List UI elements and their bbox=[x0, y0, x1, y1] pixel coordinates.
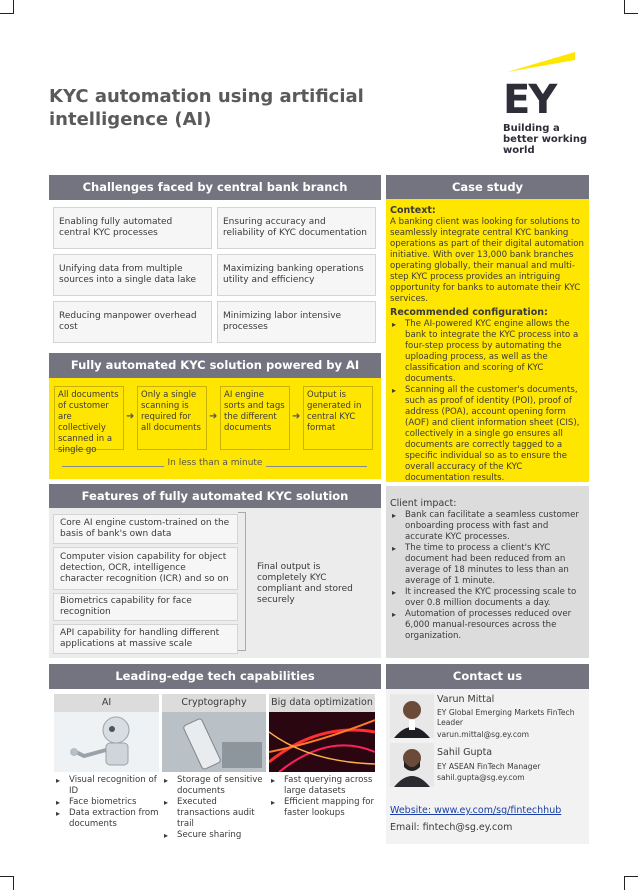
config-label: Recommended configuration: bbox=[390, 307, 548, 318]
solution-header: Fully automated KYC solution powered by AI bbox=[49, 353, 381, 378]
case-study-header: Case study bbox=[386, 175, 589, 200]
challenge-item: Maximizing banking operations utility and efficiency bbox=[217, 254, 376, 296]
big-data-list bbox=[269, 775, 375, 819]
tech-column-title: Big data optimization bbox=[269, 694, 375, 712]
feature-bracket bbox=[238, 512, 246, 651]
features-header: Features of fully automated KYC solution bbox=[49, 484, 381, 509]
list-item: ▸ Automation of processes reduced over 6,000 manual-resources across the organization. bbox=[390, 609, 585, 642]
list-item: ▸ Secure sharing bbox=[162, 830, 266, 841]
person-photo-icon bbox=[390, 694, 434, 738]
tech-column-title: AI bbox=[54, 694, 159, 712]
cryptography-list bbox=[162, 775, 266, 841]
list-item: ▸ Scanning all the customer's documents, such as proof of identity (POI), proof of address (POA), account opening form (AOF) and client information sheet (CIS), collectively in a single go ensures all documents are correctly tagged to a specific individual so as to ensure the overall accuracy of the KYC documentation results. bbox=[390, 385, 585, 484]
impact-label: Client impact: bbox=[390, 498, 457, 509]
context-label: Context: bbox=[390, 205, 436, 216]
ey-beam-icon bbox=[503, 50, 583, 80]
tech-column-title: Cryptography bbox=[162, 694, 266, 712]
person-photo-icon bbox=[390, 743, 434, 787]
contact-name: Sahil Gupta bbox=[437, 747, 493, 758]
challenge-item: Unifying data from multiple sources into a single data lake bbox=[53, 254, 212, 296]
timeline-text: In less than a minute bbox=[164, 458, 267, 468]
solution-step: All documents of customer are collectively scanned in a single go bbox=[54, 386, 124, 450]
challenges-header: Challenges faced by central bank branch bbox=[49, 175, 381, 200]
challenge-item: Reducing manpower overhead cost bbox=[53, 301, 212, 343]
feature-item: Computer vision capability for object detection, OCR, intelligence character recognition (ICR) and so on bbox=[53, 547, 238, 590]
crop-mark bbox=[624, 0, 638, 14]
crop-mark bbox=[0, 0, 14, 14]
crop-mark bbox=[0, 876, 14, 890]
challenge-item: Enabling fully automated central KYC processes bbox=[53, 207, 212, 249]
challenge-item: Minimizing labor intensive processes bbox=[217, 301, 376, 343]
contact-email-general[interactable]: Email: fintech@sg.ey.com bbox=[390, 822, 513, 833]
list-item: ▸ It increased the KYC processing scale to over 0.8 million documents a day. bbox=[390, 587, 585, 609]
arrow-right-icon: ➜ bbox=[209, 411, 218, 422]
ey-logo bbox=[503, 50, 598, 156]
page-title: KYC automation using artificial intelligence (AI) bbox=[49, 86, 364, 130]
robot-image bbox=[54, 712, 159, 772]
big-data-image bbox=[269, 712, 375, 772]
list-item: ▸ Storage of sensitive documents bbox=[162, 775, 266, 797]
feature-item: Biometrics capability for face recognition bbox=[53, 593, 238, 621]
robot-icon bbox=[54, 712, 159, 772]
list-item: ▸ The time to process a client's KYC document had been reduced from an average of 18 minutes to less than an average of 1 minute. bbox=[390, 543, 585, 587]
case-study-panel bbox=[386, 199, 589, 482]
contact-role: EY ASEAN FinTech Manager bbox=[437, 762, 541, 771]
arrow-right-icon: ➜ bbox=[126, 411, 135, 422]
ey-tagline: Building a better working world bbox=[503, 123, 588, 156]
light-streaks-icon bbox=[269, 712, 375, 772]
final-output-text: Final output is completely KYC compliant and stored securely bbox=[257, 562, 353, 605]
solution-step: AI engine sorts and tags the different documents bbox=[220, 386, 290, 450]
arrow-right-icon: ➜ bbox=[292, 411, 301, 422]
solution-step: Only a single scanning is required for all documents bbox=[137, 386, 207, 450]
contact-role: EY Global Emerging Markets FinTech Leader bbox=[437, 708, 575, 727]
timeline-label bbox=[49, 458, 381, 468]
context-text: A banking client was looking for solutions to seamlessly integrate central KYC banking operations as part of their digital automation initiative. With over 13,000 bank branches operating globally, their manual and multi-step KYC process provides an intriguing opportunity for banks to automate their KYC services. bbox=[390, 217, 584, 304]
list-item: ▸ Executed transactions audit trail bbox=[162, 797, 266, 830]
avatar bbox=[390, 694, 434, 738]
avatar bbox=[390, 743, 434, 787]
feature-item: Core AI engine custom-trained on the basis of bank's own data bbox=[53, 514, 238, 544]
contact-email[interactable]: varun.mittal@sg.ey.com bbox=[437, 730, 530, 739]
ai-list bbox=[54, 775, 159, 830]
website-link[interactable]: Website: www.ey.com/sg/fintechhub bbox=[390, 805, 562, 816]
challenge-item: Ensuring accuracy and reliability of KYC documentation bbox=[217, 207, 376, 249]
list-item: ▸ Data extraction from documents bbox=[54, 808, 159, 830]
contact-header: Contact us bbox=[386, 664, 589, 689]
list-item: ▸ Visual recognition of ID bbox=[54, 775, 159, 797]
ey-logo-text: EY bbox=[503, 77, 556, 123]
list-item: ▸ Bank can facilitate a seamless customer onboarding process with fast and accurate KYC processes. bbox=[390, 510, 585, 543]
list-item: ▸ The AI-powered KYC engine allows the bank to integrate the KYC process into a four-step process by automating the uploading process, as well as the classification and scoring of KYC documents. bbox=[390, 319, 585, 385]
list-item: ▸ Face biometrics bbox=[54, 797, 159, 808]
cryptography-image bbox=[162, 712, 266, 772]
tech-header: Leading-edge tech capabilities bbox=[49, 664, 381, 689]
contact-name: Varun Mittal bbox=[437, 694, 495, 705]
list-item: ▸ Efficient mapping for faster lookups bbox=[269, 797, 375, 819]
config-list bbox=[390, 319, 585, 484]
list-item: ▸ Fast querying across large datasets bbox=[269, 775, 375, 797]
impact-list bbox=[390, 510, 585, 642]
crop-mark bbox=[624, 876, 638, 890]
solution-step: Output is generated in central KYC format bbox=[303, 386, 373, 450]
client-impact-panel bbox=[386, 486, 589, 658]
usb-key-icon bbox=[162, 712, 266, 772]
feature-item: API capability for handling different applications at massive scale bbox=[53, 624, 238, 654]
contact-email[interactable]: sahil.gupta@sg.ey.com bbox=[437, 773, 525, 782]
